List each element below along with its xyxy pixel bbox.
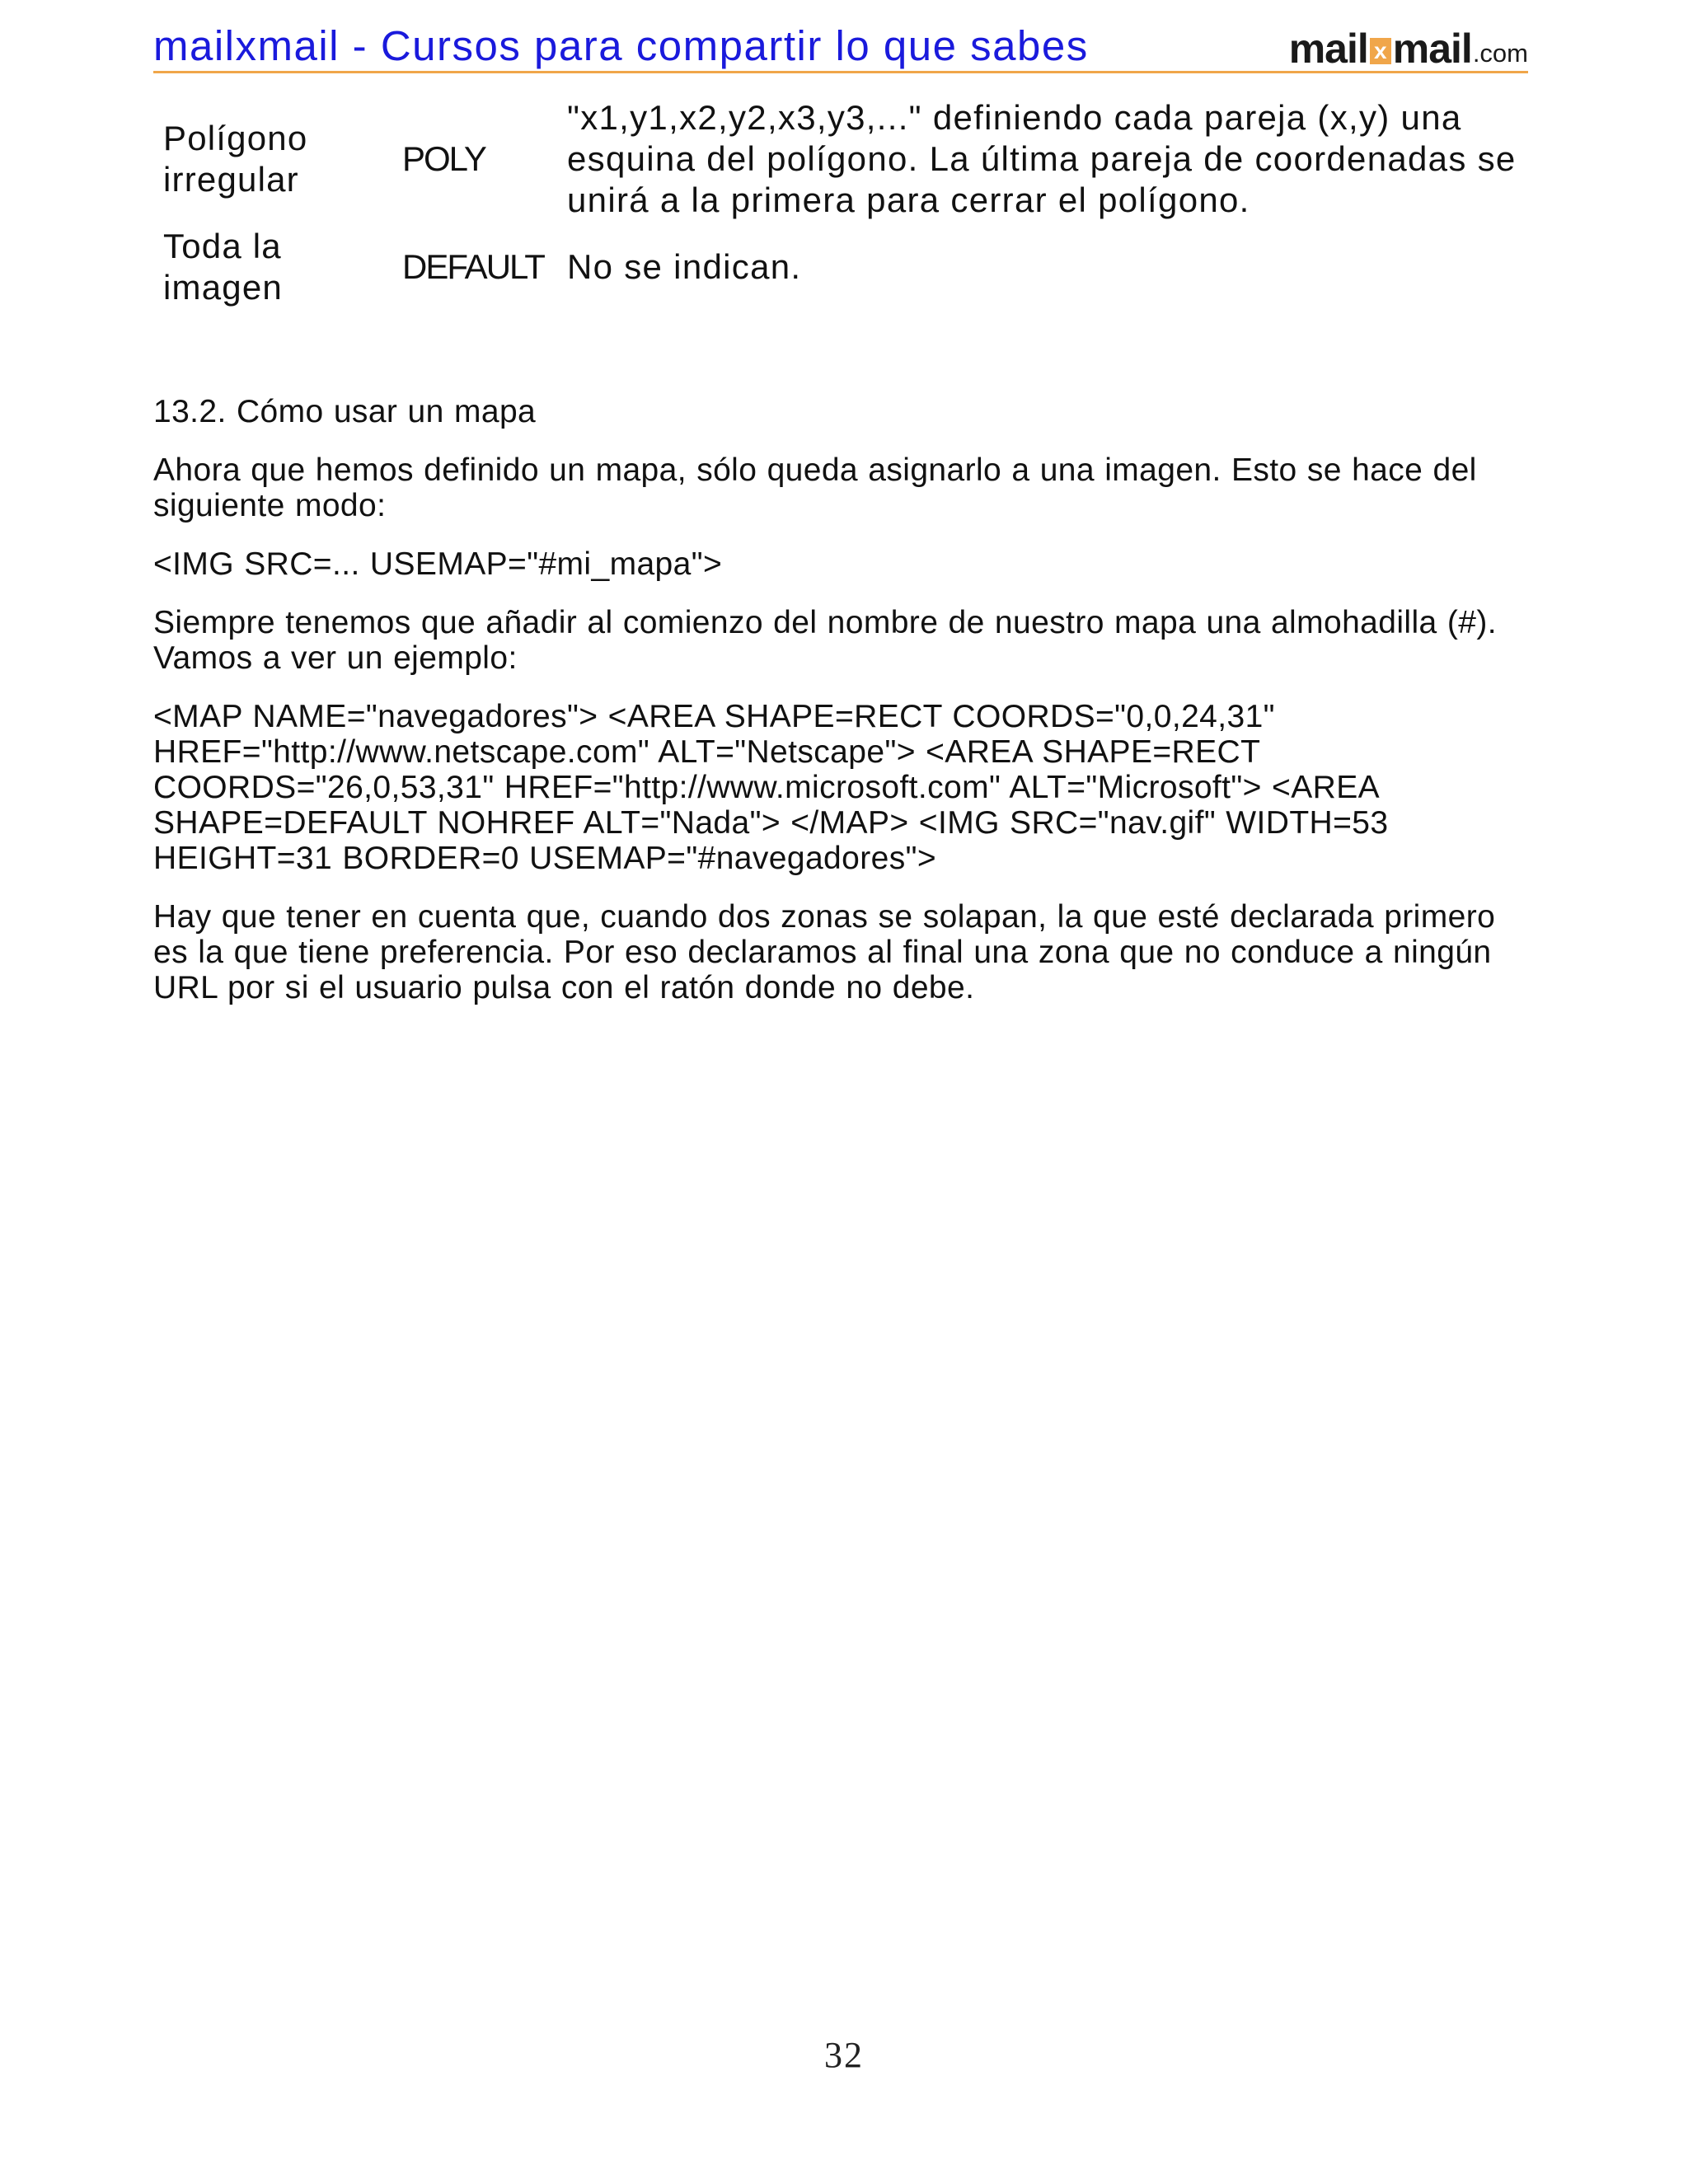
shape-keyword-cell: DEFAULT bbox=[402, 247, 544, 286]
logo-mail-left: mail bbox=[1288, 26, 1368, 72]
code-map-example: <MAP NAME="navegadores"> <AREA SHAPE=RECT COORDS="0,0,24,31" HREF="http://www.netscape.com" ALT="Netscape"> <AREA SHAPE=RECT COORDS="26,0,53,31" HREF="http://www.microsoft.com" ALT="Microsoft"> <AREA SHAPE=DEFAULT NOHREF ALT="Nada"> </MAP> <IMG SRC="nav.gif" WIDTH=53 HEIGHT=31 BORDER=0 USEMAP="#navegadores"> bbox=[153, 699, 1389, 876]
logo-mail-right: mail bbox=[1392, 26, 1472, 72]
paragraph-overlap-note: Hay que tener en cuenta que, cuando dos zonas se solapan, la que esté declarada primero es la que tiene preferencia. Por eso declaramos al final una zona que no conduce a ningún URL por si el usuario pulsa con el ratón donde no debe. bbox=[153, 899, 1496, 1005]
main-content bbox=[153, 394, 1538, 1005]
section-heading: 13.2. Cómo usar un mapa bbox=[153, 394, 537, 429]
table-row bbox=[153, 92, 1522, 226]
table-row bbox=[153, 226, 1522, 308]
shape-coords-cell: "x1,y1,x2,y2,x3,y3,..." definiendo cada pareja (x,y) una esquina del polígono. La última pareja de coordenadas se unirá a la primera para cerrar el polígono. bbox=[567, 98, 1517, 219]
shape-keyword-cell: POLY bbox=[402, 139, 485, 178]
logo-com-suffix: .com bbox=[1472, 39, 1528, 68]
shape-name-cell: Toda la imagen bbox=[163, 227, 283, 307]
page-number: 32 bbox=[824, 2035, 864, 2075]
code-img-usemap: <IMG SRC=... USEMAP="#mi_mapa"> bbox=[153, 546, 723, 582]
logo-x-mark: x bbox=[1370, 38, 1391, 64]
page-header bbox=[153, 18, 1528, 73]
paragraph-hash-note: Siempre tenemos que añadir al comienzo del nombre de nuestro mapa una almohadilla (#). Vamos a ver un ejemplo: bbox=[153, 605, 1497, 676]
area-shapes-table bbox=[153, 92, 1522, 308]
paragraph-intro: Ahora que hemos definido un mapa, sólo queda asignarlo a una imagen. Esto se hace del siguiente modo: bbox=[153, 452, 1477, 523]
shape-coords-cell: No se indican. bbox=[567, 247, 802, 286]
mailxmail-logo bbox=[1288, 23, 1528, 72]
header-title: mailxmail - Cursos para compartir lo que sabes bbox=[153, 22, 1089, 69]
shape-name-cell: Polígono irregular bbox=[163, 119, 308, 199]
